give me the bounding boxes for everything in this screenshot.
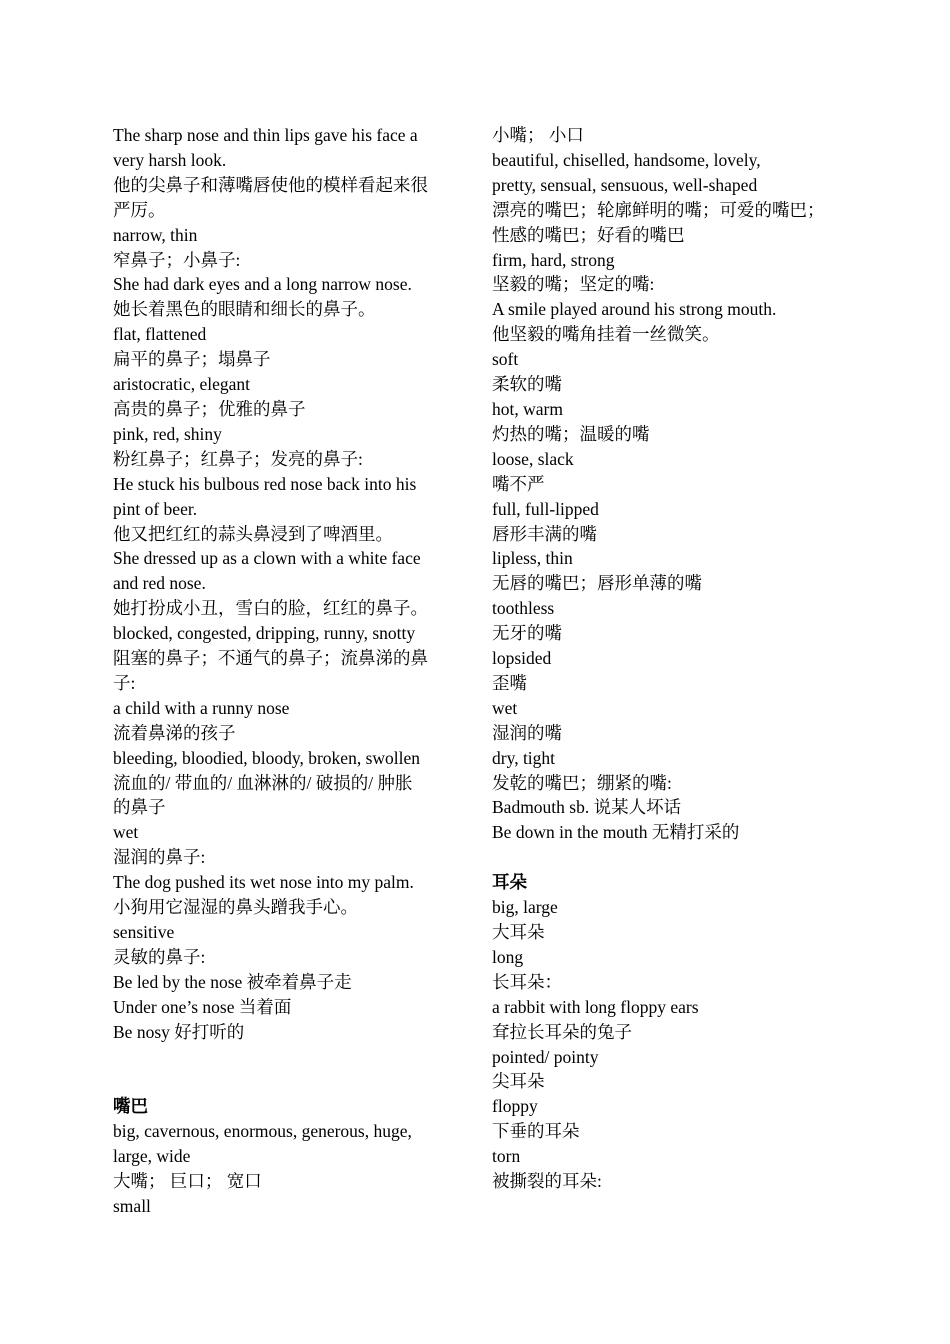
right-text-line: Be down in the mouth 无精打采的 — [492, 822, 740, 843]
right-text-line: 性感的嘴巴；好看的嘴巴 — [492, 224, 685, 245]
left-text-line: 小狗用它湿湿的鼻头蹭我手心。 — [113, 897, 358, 918]
left-text-line: small — [113, 1195, 151, 1216]
left-text-line: 流血的/ 带血的/ 血淋淋的/ 破损的/ 肿胀 — [113, 772, 413, 793]
left-text-line: 严厉。 — [113, 199, 166, 220]
left-text-line: large, wide — [113, 1146, 191, 1167]
right-text-line: long — [492, 946, 524, 967]
right-blank-line — [492, 845, 842, 870]
right-text-line: a rabbit with long floppy ears — [492, 996, 699, 1017]
left-text-line: aristocratic, elegant — [113, 374, 251, 395]
right-text-line: big, large — [492, 897, 558, 918]
right-text-line: 唇形丰满的嘴 — [492, 523, 597, 544]
left-text-line: flat, flattened — [113, 324, 207, 345]
left-text-line: 粉红鼻子；红鼻子；发亮的鼻子: — [113, 448, 363, 469]
right-text-line: pretty, sensual, sensuous, well-shaped — [492, 174, 758, 195]
right-text-line: 小嘴； 小口 — [492, 125, 584, 145]
right-text-line: pointed/ pointy — [492, 1046, 599, 1067]
left-text-line: 子: — [113, 672, 136, 693]
left-text-line: 他又把红红的蒜头鼻浸到了啤酒里。 — [113, 523, 393, 544]
right-text-line: toothless — [492, 598, 555, 619]
left-text-line: She dressed up as a clown with a white face — [113, 548, 421, 569]
right-text-line: 被撕裂的耳朵: — [492, 1171, 602, 1192]
left-text-line: 大嘴； 巨口； 宽口 — [113, 1171, 262, 1192]
left-text-line: pint of beer. — [113, 498, 198, 519]
left-text-line: sensitive — [113, 922, 175, 942]
left-text-line: big, cavernous, enormous, generous, huge, — [113, 1121, 412, 1142]
left-text-line: 流着鼻涕的孩子 — [113, 722, 236, 743]
right-text-line: 耷拉长耳朵的兔子 — [492, 1021, 632, 1042]
right-column — [492, 123, 842, 1194]
left-text-line: 他的尖鼻子和薄嘴唇使他的模样看起来很 — [113, 174, 428, 195]
right-text-line: 发乾的嘴巴；绷紧的嘴: — [492, 772, 672, 793]
left-section-heading: 嘴巴 — [113, 1096, 148, 1117]
left-text-line: The sharp nose and thin lips gave his face a — [113, 125, 418, 145]
right-text-line: 湿润的嘴 — [492, 722, 562, 743]
right-text-line: 嘴不严 — [492, 473, 545, 494]
right-text-line: firm, hard, strong — [492, 249, 615, 270]
left-text-line: 她打扮成小丑，雪白的脸，红红的鼻子。 — [113, 598, 428, 619]
right-text-line: lipless, thin — [492, 548, 573, 569]
right-text-line: 下垂的耳朵 — [492, 1121, 580, 1142]
left-text-line: The dog pushed its wet nose into my palm. — [113, 872, 414, 893]
left-text-line: 的鼻子 — [113, 797, 166, 818]
left-blank-line — [113, 1069, 463, 1094]
left-column — [113, 123, 463, 1219]
left-text-line: Under one’s nose 当着面 — [113, 996, 292, 1017]
left-text-line: and red nose. — [113, 573, 206, 594]
left-text-line: 她长着黑色的眼睛和细长的鼻子。 — [113, 299, 376, 320]
left-text-line: blocked, congested, dripping, runny, snotty — [113, 623, 416, 644]
left-text-line: very harsh look. — [113, 149, 227, 170]
right-text-line: 灼热的嘴；温暖的嘴 — [492, 423, 650, 444]
right-text-line: 歪嘴 — [492, 672, 527, 693]
right-text-line: 无牙的嘴 — [492, 623, 562, 644]
left-text-line: 高贵的鼻子；优雅的鼻子 — [113, 398, 306, 419]
right-text-line: floppy — [492, 1096, 538, 1117]
right-text-line: 尖耳朵 — [492, 1071, 545, 1092]
left-text-line: He stuck his bulbous red nose back into his — [113, 473, 417, 494]
left-text-line: 灵敏的鼻子: — [113, 946, 206, 967]
left-text-line: 阻塞的鼻子；不通气的鼻子；流鼻涕的鼻 — [113, 648, 428, 669]
right-text-line: 无唇的嘴巴；唇形单薄的嘴 — [492, 573, 702, 594]
left-text-line: pink, red, shiny — [113, 423, 222, 444]
right-text-line: Badmouth sb. 说某人坏话 — [492, 797, 682, 818]
right-text-line: 长耳朵： — [492, 971, 562, 992]
right-section-heading: 耳朵 — [492, 872, 527, 893]
right-text-line: 他坚毅的嘴角挂着一丝微笑。 — [492, 324, 720, 345]
right-text-line: torn — [492, 1146, 521, 1167]
right-text-line: 柔软的嘴 — [492, 374, 562, 395]
left-blank-line — [113, 1045, 463, 1070]
right-text-line: dry, tight — [492, 747, 556, 768]
right-text-line: hot, warm — [492, 398, 563, 419]
right-text-line: A smile played around his strong mouth. — [492, 299, 777, 320]
right-text-line: full, full-lipped — [492, 498, 599, 519]
right-text-line: 大耳朵 — [492, 921, 545, 942]
right-text-line: soft — [492, 349, 519, 370]
right-text-line: beautiful, chiselled, handsome, lovely, — [492, 149, 761, 170]
left-text-line: narrow, thin — [113, 224, 198, 245]
left-text-line: 窄鼻子；小鼻子: — [113, 249, 241, 270]
left-text-line: Be led by the nose 被牵着鼻子走 — [113, 971, 352, 992]
left-text-line: 扁平的鼻子；塌鼻子 — [113, 349, 271, 370]
left-text-line: Be nosy 好打听的 — [113, 1021, 245, 1042]
left-text-line: a child with a runny nose — [113, 697, 290, 718]
right-text-line: 坚毅的嘴；坚定的嘴: — [492, 274, 655, 295]
right-text-line: lopsided — [492, 648, 552, 669]
right-text-line: 漂亮的嘴巴；轮廓鲜明的嘴；可爱的嘴巴； — [492, 199, 825, 220]
left-text-line: 湿润的鼻子: — [113, 847, 206, 868]
left-text-line: bleeding, bloodied, bloody, broken, swollen — [113, 747, 421, 768]
left-text-line: wet — [113, 822, 139, 843]
right-text-line: loose, slack — [492, 448, 574, 469]
left-text-line: She had dark eyes and a long narrow nose. — [113, 274, 412, 295]
right-text-line: wet — [492, 697, 518, 718]
